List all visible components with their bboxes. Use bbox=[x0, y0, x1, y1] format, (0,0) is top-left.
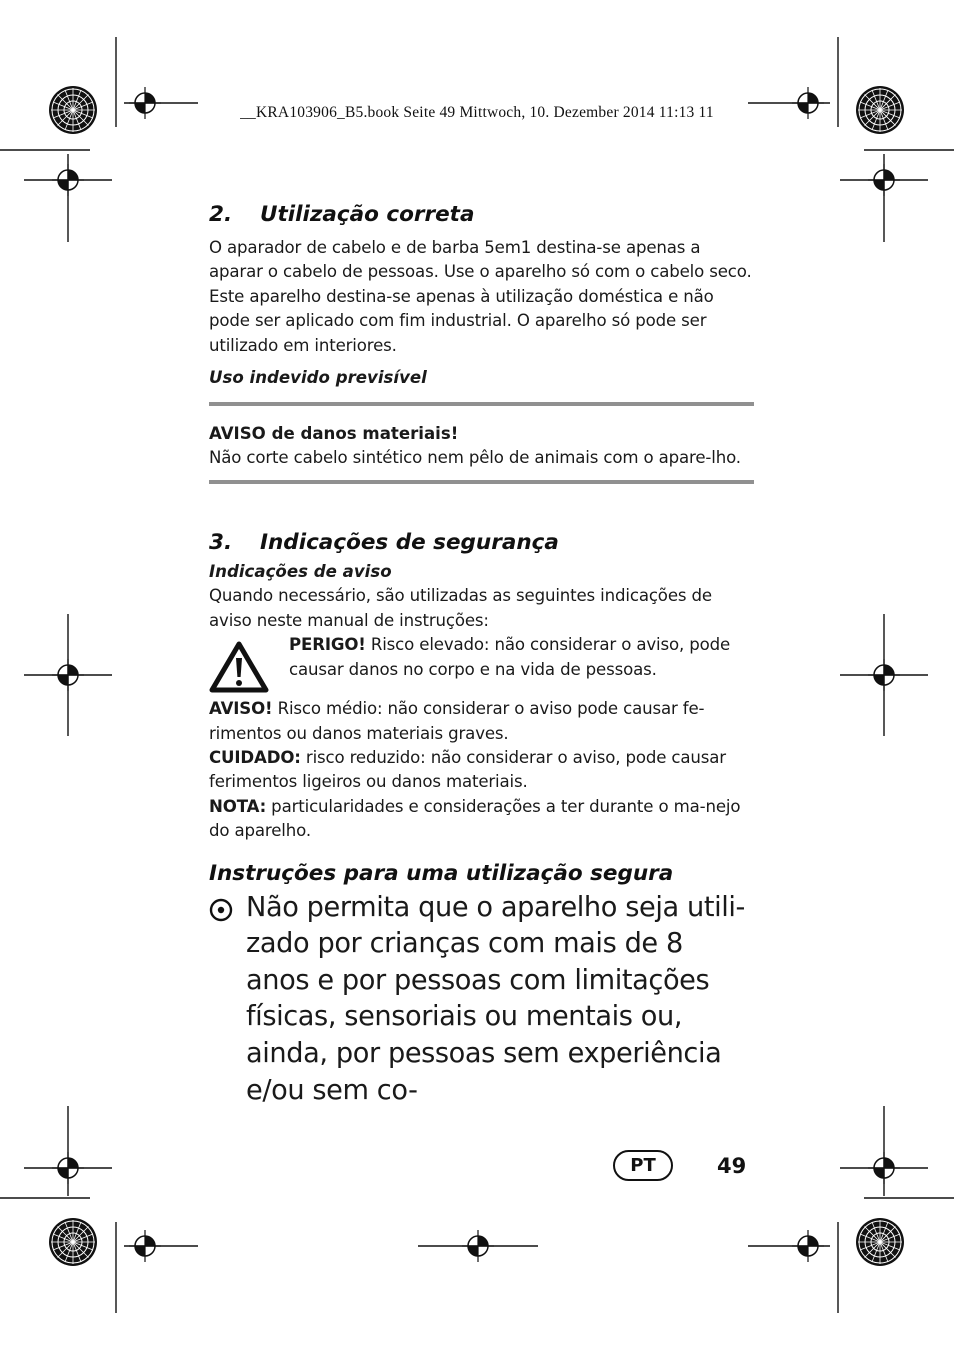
registration-mark-icon bbox=[868, 659, 900, 691]
bullet-text: Não permita que o aparelho seja utili-zado por crianças com mais de 8 anos e por pessoas com limitações físicas, sensoriais ou mentais ou, ainda, por pessoas sem experiência e/ou sem co- bbox=[246, 891, 745, 1106]
danger-text: PERIGO! Risco elevado: não considerar o aviso, pode causar danos no corpo e na vida de pessoas. bbox=[289, 635, 731, 679]
warnings-subheading: Indicações de aviso bbox=[209, 562, 392, 582]
section-2-heading bbox=[209, 196, 754, 234]
caution-notice: CUIDADO: risco reduzido: não considerar o aviso, pode causar ferimentos ligeiros ou danos materiais. bbox=[209, 748, 726, 792]
print-slug: __KRA103906_B5.book Seite 49 Mittwoch, 10. Dezember 2014 11:13 11 bbox=[240, 104, 714, 121]
registration-mark-icon bbox=[868, 164, 900, 196]
warning-notice: AVISO! Risco médio: não considerar o aviso pode causar fe-rimentos ou danos materiais graves. bbox=[209, 699, 705, 743]
warning-box-title: AVISO de danos materiais! bbox=[209, 424, 459, 444]
divider bbox=[209, 402, 754, 406]
circled-dot-icon bbox=[209, 890, 246, 1110]
misuse-heading: Uso indevido previsível bbox=[209, 368, 427, 388]
registration-mark-icon bbox=[52, 659, 84, 691]
safe-use-heading: Instruções para uma utilização segura bbox=[209, 860, 674, 886]
section-3-heading bbox=[209, 524, 754, 562]
note-label: NOTA: bbox=[209, 796, 267, 816]
danger-label: PERIGO! bbox=[289, 635, 366, 655]
caution-label: CUIDADO: bbox=[209, 748, 301, 768]
warning-label: AVISO! bbox=[209, 699, 273, 719]
registration-mark-icon bbox=[868, 1152, 900, 1184]
color-target-icon bbox=[856, 1218, 904, 1266]
warning-triangle-icon bbox=[209, 633, 289, 697]
section-title: Indicações de segurança bbox=[260, 530, 559, 556]
paragraph: Este aparelho destina-se apenas à utilização doméstica e não pode ser aplicado com fim industrial. O aparelho só pode ser utilizado em interiores. bbox=[209, 286, 714, 355]
page-content bbox=[209, 196, 754, 1109]
page-number: 49 bbox=[717, 1153, 747, 1178]
section-number: 2. bbox=[209, 202, 233, 227]
registration-mark-icon bbox=[129, 1230, 161, 1262]
registration-mark-icon bbox=[792, 1230, 824, 1262]
color-target-icon bbox=[49, 1218, 97, 1266]
page-footer bbox=[613, 1150, 746, 1181]
section-number: 3. bbox=[209, 530, 233, 556]
warning-box bbox=[209, 402, 754, 484]
list-item bbox=[209, 890, 754, 1110]
divider bbox=[209, 480, 754, 484]
registration-mark-icon bbox=[52, 164, 84, 196]
language-badge: PT bbox=[613, 1150, 673, 1181]
registration-mark-icon bbox=[52, 1152, 84, 1184]
note-notice: NOTA: particularidades e considerações a ter durante o ma-nejo do aparelho. bbox=[209, 796, 741, 841]
danger-notice bbox=[209, 633, 754, 697]
paragraph: Quando necessário, são utilizadas as seguintes indicações de aviso neste manual de instruções: bbox=[209, 586, 712, 630]
paragraph: O aparador de cabelo e de barba 5em1 destina-se apenas a aparar o cabelo de pessoas. Use o aparelho só com o cabelo seco. bbox=[209, 238, 752, 282]
warning-box-text: Não corte cabelo sintético nem pêlo de animais com o apare-lho. bbox=[209, 448, 741, 468]
section-title: Utilização correta bbox=[260, 202, 475, 227]
registration-mark-icon bbox=[462, 1230, 494, 1262]
